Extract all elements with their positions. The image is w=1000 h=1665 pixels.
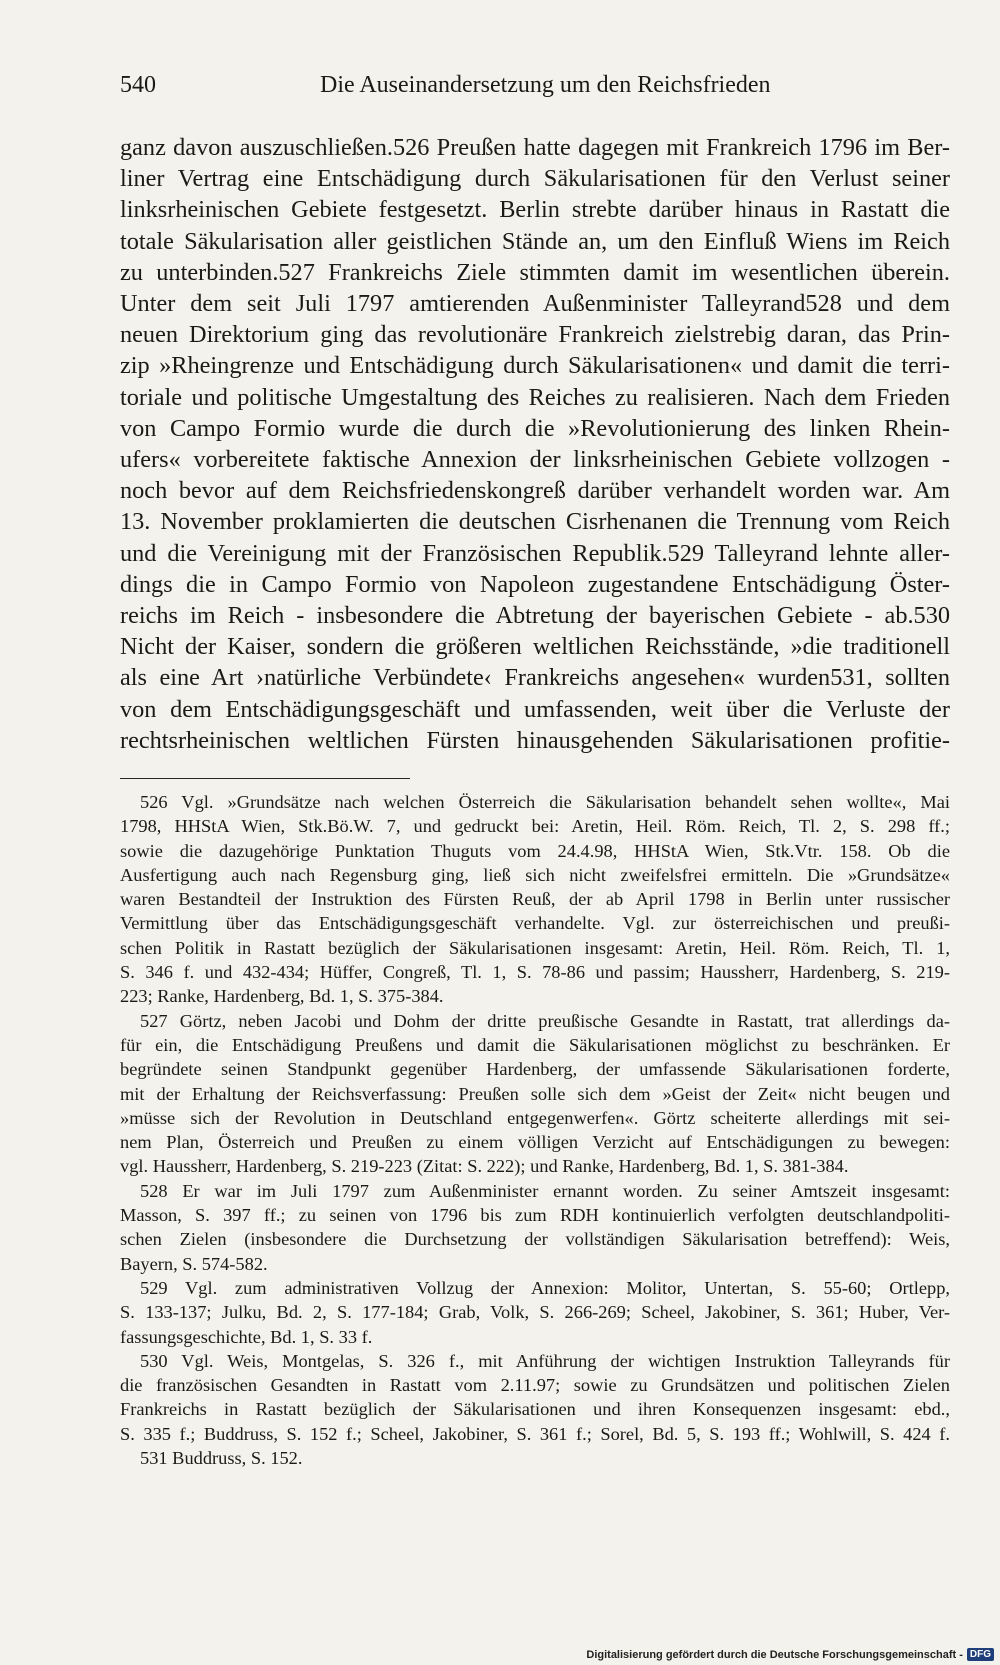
body-line: und die Vereinigung mit der Französischen Republik.529 Talleyrand lehnte aller- — [120, 539, 950, 567]
footnote-line: 529 Vgl. zum administrativen Vollzug der Annexion: Molitor, Untertan, S. 55-60; Ortlepp, — [140, 1277, 950, 1298]
footnote-line: S. 346 f. und 432-434; Hüffer, Congreß, Tl. 1, S. 78-86 und passim; Haussherr, Hardenberg, S. 219- — [120, 962, 950, 983]
dfg-logo-icon: DFG — [967, 1648, 994, 1661]
body-line: liner Vertrag eine Entschädigung durch Säkularisationen für den Verlust seiner — [120, 165, 950, 193]
page-header — [120, 72, 950, 112]
footnote-line: begründete seinen Standpunkt gegenüber Hardenberg, der umfassende Säkularisationen forderte, — [120, 1059, 950, 1080]
footnote-line: 527 Görtz, neben Jacobi und Dohm der dritte preußische Gesandte in Rastatt, trat allerdings da- — [140, 1010, 950, 1031]
body-line: linksrheinischen Gebiete festgesetzt. Berlin strebte darüber hinaus in Rastatt die — [120, 196, 950, 224]
body-line: toriale und politische Umgestaltung des Reiches zu realisieren. Nach dem Frieden — [120, 383, 950, 411]
footnote-line: für ein, die Entschädigung Preußens und damit die Säkularisationen möglichst zu beschränken. Er — [120, 1034, 950, 1055]
body-line: noch bevor auf dem Reichsfriedenskongreß darüber verhandelt worden war. Am — [120, 477, 950, 505]
footnote-line: schen Zielen (insbesondere die Durchsetzung der vollständigen Säkularisation betreffend): Weis, — [120, 1229, 950, 1250]
footnote-line: Bayern, S. 574-582. — [120, 1253, 268, 1274]
footnote-line: Vermittlung über das Entschädigungsgeschäft verhandelte. Vgl. zur österreichischen und preußi- — [120, 913, 950, 934]
body-line: ganz davon auszuschließen.526 Preußen hatte dagegen mit Frankreich 1796 im Ber- — [120, 134, 950, 161]
footnote-line: 223; Ranke, Hardenberg, Bd. 1, S. 375-384. — [120, 986, 444, 1007]
footnote-line: »müsse sich der Revolution in Deutschland entgegenwerfen«. Görtz scheiterte allerdings mit sei- — [120, 1107, 950, 1128]
footer-text: Digitalisierung gefördert durch die Deutsche Forschungsgemeinschaft - — [586, 1648, 963, 1661]
body-line: neuen Direktorium ging das revolutionäre Frankreich zielstrebig daran, das Prin- — [120, 321, 950, 349]
footnote-line: sowie die dazugehörige Punktation Thuguts vom 24.4.98, HHStA Wien, Stk.Vtr. 158. Ob die — [120, 840, 950, 861]
footnote-line: Frankreichs in Rastatt bezüglich der Säkularisationen und ihren Konsequenzen insgesamt: ebd., — [120, 1399, 950, 1420]
footnote-line: S. 335 f.; Buddruss, S. 152 f.; Scheel, Jakobiner, S. 361 f.; Sorel, Bd. 5, S. 193 ff.; Wohlwill, S. 424 f. — [120, 1423, 950, 1444]
digitization-footer — [586, 1648, 994, 1661]
footnote-line: die französischen Gesandten in Rastatt vom 2.11.97; sowie zu Grundsätzen und politischen Zielen — [120, 1375, 950, 1396]
body-line: Unter dem seit Juli 1797 amtierenden Außenminister Talleyrand528 und dem — [120, 290, 950, 318]
footnote-line: Masson, S. 397 ff.; zu seinen von 1796 bis zum RDH kontinuierlich verfolgten deutschlandpoliti- — [120, 1205, 950, 1226]
body-line: von dem Entschädigungsgeschäft und umfassenden, weit über die Verluste der — [120, 695, 950, 723]
footnote-line: Ausfertigung auch nach Regensburg ging, ließ sich nicht zweifelsfrei ermitteln. Die »Grundsätze« — [120, 864, 950, 885]
body-line: Nicht der Kaiser, sondern die größeren weltlichen Reichsstände, »die traditionell — [120, 633, 950, 661]
body-line: zu unterbinden.527 Frankreichs Ziele stimmten damit im wesentlichen überein. — [120, 258, 950, 286]
footnote-line: nem Plan, Österreich und Preußen zu einem völligen Verzicht auf Entschädigungen zu bewegen: — [120, 1132, 950, 1153]
footnote-line: fassungsgeschichte, Bd. 1, S. 33 f. — [120, 1326, 373, 1347]
footnotes — [120, 790, 950, 1470]
body-line: rechtsrheinischen weltlichen Fürsten hinausgehenden Säkularisationen profitie- — [120, 726, 950, 754]
body-line: ufers« vorbereitete faktische Annexion der linksrheinischen Gebiete vollzogen - — [120, 446, 950, 474]
body-text — [120, 132, 950, 756]
footnote-line: S. 133-137; Julku, Bd. 2, S. 177-184; Grab, Volk, S. 266-269; Scheel, Jakobiner, S. 361; Huber, Ver- — [120, 1302, 950, 1323]
body-line: dings die in Campo Formio von Napoleon zugestandene Entschädigung Öster- — [120, 570, 950, 598]
footnote-line: 528 Er war im Juli 1797 zum Außenminister ernannt worden. Zu seiner Amtszeit insgesamt: — [140, 1180, 950, 1201]
footnote-line: vgl. Haussherr, Hardenberg, S. 219-223 (Zitat: S. 222); und Ranke, Hardenberg, Bd. 1, S. 381-384. — [120, 1156, 849, 1177]
body-line: zip »Rheingrenze und Entschädigung durch Säkularisationen« und damit die terri- — [120, 352, 950, 380]
footnote-line: 530 Vgl. Weis, Montgelas, S. 326 f., mit Anführung der wichtigen Instruktion Talleyrands für — [140, 1350, 950, 1371]
running-title: Die Auseinandersetzung um den Reichsfrieden — [320, 72, 771, 98]
footnote-line: 1798, HHStA Wien, Stk.Bö.W. 7, und gedruckt bei: Aretin, Heil. Röm. Reich, Tl. 2, S. 298 ff.; — [120, 816, 950, 837]
footnote-line: 531 Buddruss, S. 152. — [140, 1448, 303, 1469]
footnote-line: waren Bestandteil der Instruktion des Fürsten Reuß, der ab April 1798 in Berlin unter russischer — [120, 889, 950, 910]
body-line: totale Säkularisation aller geistlichen Stände an, um den Einfluß Wiens im Reich — [120, 227, 950, 255]
body-line: von Campo Formio wurde die durch die »Revolutionierung des linken Rhein- — [120, 414, 950, 442]
body-line: 13. November proklamierten die deutschen Cisrhenanen die Trennung vom Reich — [120, 508, 950, 536]
body-line: als eine Art ›natürliche Verbündete‹ Frankreichs angesehen« wurden531, sollten — [120, 664, 950, 692]
footnote-rule — [120, 778, 410, 779]
body-line: reichs im Reich - insbesondere die Abtretung der bayerischen Gebiete - ab.530 — [120, 602, 950, 630]
page-number: 540 — [120, 72, 156, 98]
footnote-line: 526 Vgl. »Grundsätze nach welchen Österreich die Säkularisation behandelt sehen wollte«, Mai — [140, 792, 950, 812]
footnote-line: schen Politik in Rastatt bezüglich der Säkularisationen insgesamt: Aretin, Heil. Röm. Reich, Tl. 1, — [120, 937, 950, 958]
footnote-line: mit der Erhaltung der Reichsverfassung: Preußen solle sich dem »Geist der Zeit« nicht beugen und — [120, 1083, 950, 1104]
